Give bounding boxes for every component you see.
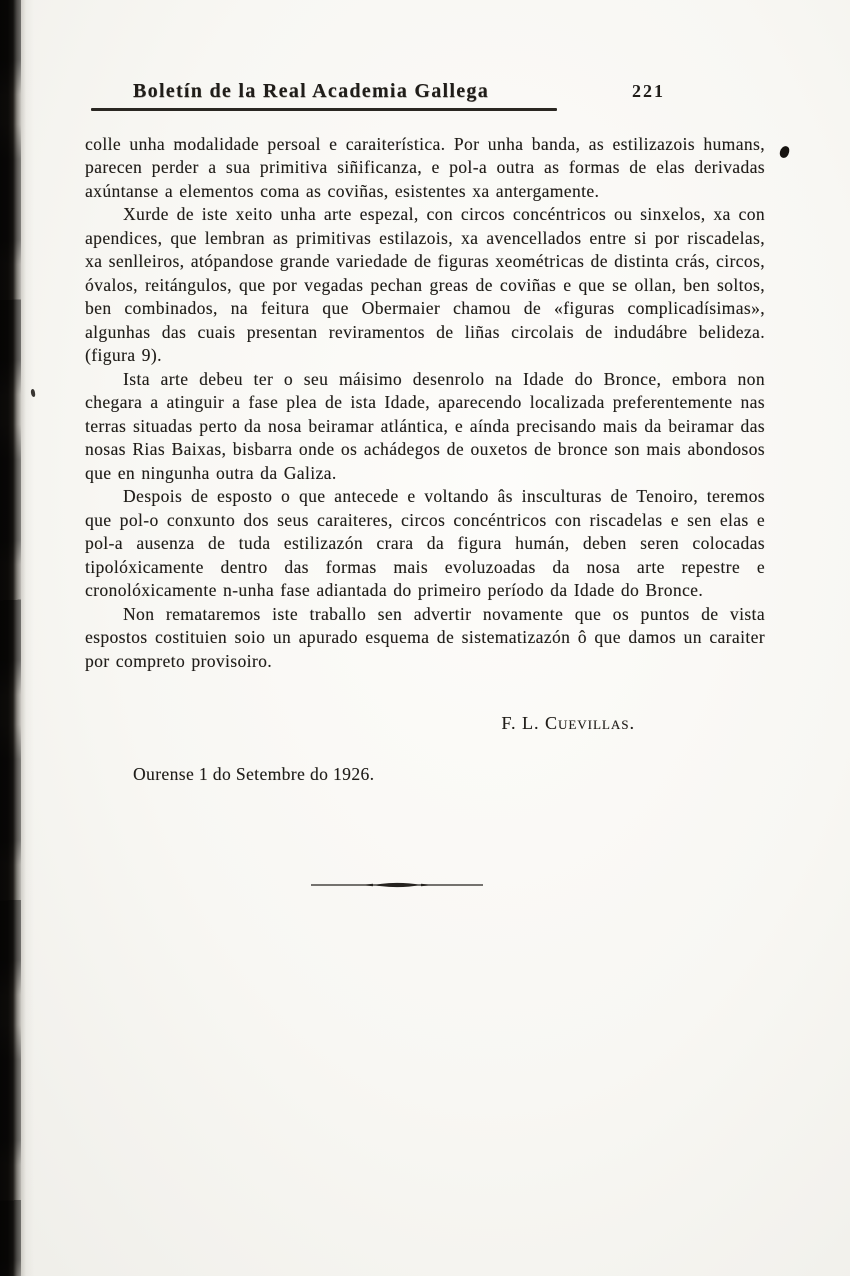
ink-blot	[779, 145, 790, 159]
paragraph: colle unha modalidade persoal e caraiterística. Por unha banda, as estilizazois humans, parecen perder a sua primitiva siñificanza, e pol-a outra as formas de elas derivadas axúntanse a elementos coma as coviñas, esistentes xa antergamente.	[85, 133, 765, 201]
page-number: 221	[632, 81, 665, 101]
ornament-divider	[311, 877, 483, 887]
header-rule	[91, 108, 557, 111]
page-header	[85, 80, 765, 111]
speckle	[30, 389, 35, 397]
dateline: Ourense 1 do Setembre do 1926.	[133, 764, 375, 784]
journal-title: Boletín de la Real Academia Gallega	[133, 80, 490, 102]
paragraph: Non remataremos iste traballo sen advertir novamente que os puntos de vista espostos costituien soio un apurado esquema de sistematizazón ô que damos un caraiter por compreto provisoiro.	[85, 603, 765, 671]
author-signature: F. L. Cuevillas.	[501, 713, 635, 733]
paragraph: Ista arte debeu ter o seu máisimo desenrolo na Idade do Bronce, embora non chegara a atinguir a fase plea de ista Idade, aparecendo localizada preferentemente nas terras situadas perto da nosa beiramar atlántica, e aínda precisando mais da beiramar das nosas Rias Baixas, bisbarra onde os achádegos de ouxetos de bronce son mais abondosos que en ningunha outra da Galiza.	[85, 368, 765, 483]
divider-ornament-graphic	[311, 880, 483, 890]
paragraph: Despois de esposto o que antecede e voltando âs insculturas de Tenoiro, teremos que pol-o conxunto dos seus caraiteres, circos concéntricos con riscadelas e sen elas e pol-a ausenza de tuda estilizazón crara da figura humán, deben seren colocadas tipolóxicamente dentro das formas mais evoluzoadas da nosa arte repestre e cronolóxicamente n-unha fase adiantada do primeiro período da Idade do Bronce.	[85, 486, 765, 600]
paragraph: Xurde de iste xeito unha arte espezal, con circos concéntricos ou sinxelos, xa con apendices, que lembran as primitivas estilazois, xa avencellados entre si por riscadelas, xa senlleiros, atópandose grande variedade de figuras xeométricas de distinta crás, circos, óvalos, reitángulos, que por vegadas pechan greas de coviñas e que se ollan, ben soltos, ben combinados, na feitura que Obermaier chamou de «figuras complicadísimas», algunhas das cuais presentan reviramentos de liñas circolais de indudábre belideza. (figura 9).	[85, 204, 765, 365]
body-text	[85, 133, 765, 674]
page-content	[85, 80, 765, 887]
binding-shadow	[0, 0, 34, 1276]
header-row	[85, 80, 765, 103]
